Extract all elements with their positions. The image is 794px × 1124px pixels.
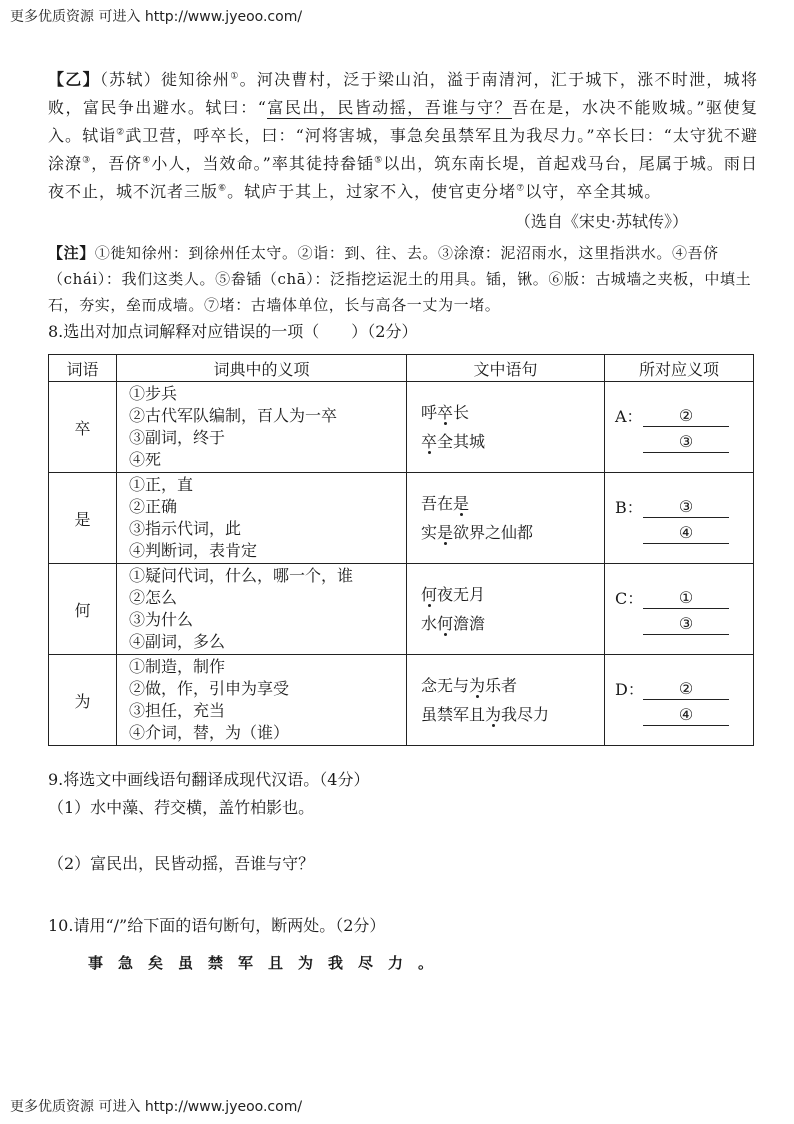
sentence-text: 我尽力 (501, 705, 550, 724)
sense-item: ③副词，终于 (129, 428, 226, 447)
sense-item: ③为什么 (129, 610, 194, 629)
passage-text: 。河决曹村，泛于梁山泊，溢于南清河，汇于城下，涨不时泄，城将败，富民争出避水。轼曰：“ (48, 70, 758, 117)
option-letter: C： (615, 589, 644, 608)
senses-cell (117, 564, 407, 655)
table-row (49, 382, 754, 473)
passage-text: 以守，卒全其城。 (525, 182, 662, 201)
question-10 (48, 912, 758, 973)
dotted-word: 是 (437, 523, 454, 542)
footer-source-line: 更多优质资源 可进入 http://www.jyeoo.com/ (10, 1099, 303, 1115)
notes-text: ①徙知徐州：到徐州任太守。②诣：到、往、去。③涂潦：泥沼雨水，这里指洪水。④吾侪（chái）：我们这类人。⑤畚锸（chā）：泛指挖运泥土的用具。锸，锹。⑥版：古城墙之夹板，中填土石，夯实，垒而成墙。⑦堵：古墙体单位，长与高各一丈为一堵。 (48, 244, 752, 314)
exam-page (48, 66, 758, 973)
sentence-text: 全其城 (437, 432, 486, 451)
sentences-cell (407, 564, 605, 655)
senses-cell (117, 382, 407, 473)
passage-yi (48, 66, 758, 206)
answer-blank[interactable]: ③ (643, 497, 729, 518)
answer-row (615, 583, 752, 609)
sense-item: ④死 (129, 450, 162, 469)
q8-emphasis: 错误 (223, 322, 256, 341)
answer-blank[interactable]: ④ (643, 523, 729, 544)
note-ref-7: ⑦ (516, 183, 526, 194)
dotted-word: 是 (453, 494, 470, 513)
question-8 (48, 318, 758, 346)
sentence-text: 乐者 (485, 676, 518, 695)
sense-item: ②古代军队编制，百人为一卒 (129, 406, 338, 425)
annotations (48, 240, 758, 318)
answer-cell (605, 564, 754, 655)
sentence-text: 虽禁军且 (421, 705, 486, 724)
note-ref-1: ① (230, 71, 240, 82)
senses-cell (117, 473, 407, 564)
sense-item: ①步兵 (129, 384, 178, 403)
q10-sentence[interactable]: 事急矣虽禁军且为我尽力。 (88, 954, 449, 972)
answer-blank[interactable]: ① (643, 588, 729, 609)
answer-row (615, 427, 752, 453)
notes-label: 【注】 (48, 244, 95, 262)
passage-text: 以出，筑东南长堤，首起戏马台，尾属于城。雨日夜不止，城不沉者三版 (48, 154, 758, 201)
sense-item: ③担任，充当 (129, 701, 226, 720)
example-sentence (421, 671, 603, 700)
dotted-word: 为 (469, 676, 486, 695)
sense-item: ④介词，替，为（谁） (129, 723, 290, 742)
answer-row (615, 518, 752, 544)
sentence-text: 念无与 (421, 676, 470, 695)
q9-title: 9.将选文中画线语句翻译成现代汉语。（4分） (48, 770, 370, 789)
note-ref-3: ③ (82, 155, 92, 166)
answer-row (615, 674, 752, 700)
example-sentence (421, 609, 603, 638)
passage-tag: 【乙】 (48, 70, 100, 89)
example-sentence (421, 427, 603, 456)
option-letter: D： (615, 680, 644, 699)
sentence-text: 呼 (421, 403, 438, 422)
table-header-row (49, 355, 754, 382)
word-cell: 卒 (49, 382, 117, 473)
sense-item: ③指示代词，此 (129, 519, 242, 538)
dotted-word: 卒 (421, 432, 438, 451)
example-sentence (421, 398, 603, 427)
question-9 (48, 766, 758, 878)
answer-row (615, 609, 752, 635)
sentence-text: 实 (421, 523, 438, 542)
passage-text: （苏轼）徙知徐州 (99, 70, 231, 89)
answer-row (615, 401, 752, 427)
answer-blank[interactable]: ③ (643, 432, 729, 453)
passage-source: （选自《宋史·苏轼传》） (514, 212, 688, 231)
sentence-text: 水 (421, 614, 438, 633)
option-letter: B： (615, 498, 643, 517)
sentence-text: 欲界之仙都 (453, 523, 534, 542)
sense-item: ②做，作，引申为享受 (129, 679, 290, 698)
sentence-text: 夜无月 (437, 585, 486, 604)
q8-text: 8.选出对加点词解释对应 (48, 322, 224, 341)
dotted-word: 为 (485, 705, 502, 724)
answer-cell (605, 655, 754, 746)
column-header: 词语 (49, 355, 117, 382)
sense-item: ①疑问代词，什么，哪一个，谁 (129, 566, 354, 585)
column-header: 所对应义项 (605, 355, 754, 382)
sentence-text: 吾在 (421, 494, 454, 513)
example-sentence (421, 518, 603, 547)
answer-cell (605, 473, 754, 564)
answer-row (615, 700, 752, 726)
dotted-word: 卒 (437, 403, 454, 422)
sense-item: ④副词，多么 (129, 632, 226, 651)
column-header: 词典中的义项 (117, 355, 407, 382)
note-ref-5: ⑤ (374, 155, 384, 166)
sentence-text: 长 (453, 403, 470, 422)
q9-item-2: （2）富民出，民皆动摇，吾谁与守？ (48, 854, 315, 873)
note-ref-2: ② (116, 127, 126, 138)
option-letter: A： (615, 407, 643, 426)
passage-text: 。轼庐于其上，过家不入，使官吏分堵 (227, 182, 517, 201)
table-row (49, 473, 754, 564)
vocab-table (48, 354, 754, 746)
sense-item: ①正，直 (129, 475, 194, 494)
passage-text: ，吾侪 (91, 154, 143, 173)
passage-text: 小人，当效命。”率其徒持畚锸 (151, 154, 375, 173)
word-cell: 是 (49, 473, 117, 564)
note-ref-4: ④ (142, 155, 152, 166)
example-sentence (421, 580, 603, 609)
sense-item: ②怎么 (129, 588, 178, 607)
sentences-cell (407, 655, 605, 746)
sense-item: ①制造，制作 (129, 657, 226, 676)
column-header: 文中语句 (407, 355, 605, 382)
word-cell: 为 (49, 655, 117, 746)
sense-item: ④判断词，表肯定 (129, 541, 258, 560)
sentences-cell (407, 382, 605, 473)
passage-text: 武卫营，呼卒长，曰：“河将害城，事急矣虽禁军且为我尽力。”卒长曰：“太守犹不避涂潦 (48, 126, 758, 173)
example-sentence (421, 700, 603, 729)
passage-text: 吾在是，水决不能败城。”驱使复入。轼诣 (48, 98, 758, 145)
answer-space[interactable] (48, 822, 758, 850)
q9-item-1: （1）水中藻、荇交横，盖竹柏影也。 (48, 798, 315, 817)
q10-title: 10.请用“/”给下面的语句断句，断两处。（2分） (48, 916, 386, 935)
underlined-sentence: 富民出，民皆动摇，吾谁与守？ (266, 98, 513, 117)
answer-blank[interactable]: ② (643, 679, 729, 700)
answer-blank[interactable]: ② (643, 406, 729, 427)
answer-row (615, 492, 752, 518)
q8-text: 的一项（ ）（2分） (255, 322, 418, 341)
answer-blank[interactable]: ④ (643, 705, 729, 726)
word-cell: 何 (49, 564, 117, 655)
answer-cell (605, 382, 754, 473)
sentences-cell (407, 473, 605, 564)
example-sentence (421, 489, 603, 518)
note-ref-6: ⑥ (218, 183, 228, 194)
dotted-word: 何 (421, 585, 438, 604)
sense-item: ②正确 (129, 497, 178, 516)
table-row (49, 655, 754, 746)
header-source-line: 更多优质资源 可进入 http://www.jyeoo.com/ (10, 9, 303, 25)
dotted-word: 何 (437, 614, 454, 633)
table-row (49, 564, 754, 655)
sentence-text: 澹澹 (453, 614, 486, 633)
answer-blank[interactable]: ③ (643, 614, 729, 635)
senses-cell (117, 655, 407, 746)
